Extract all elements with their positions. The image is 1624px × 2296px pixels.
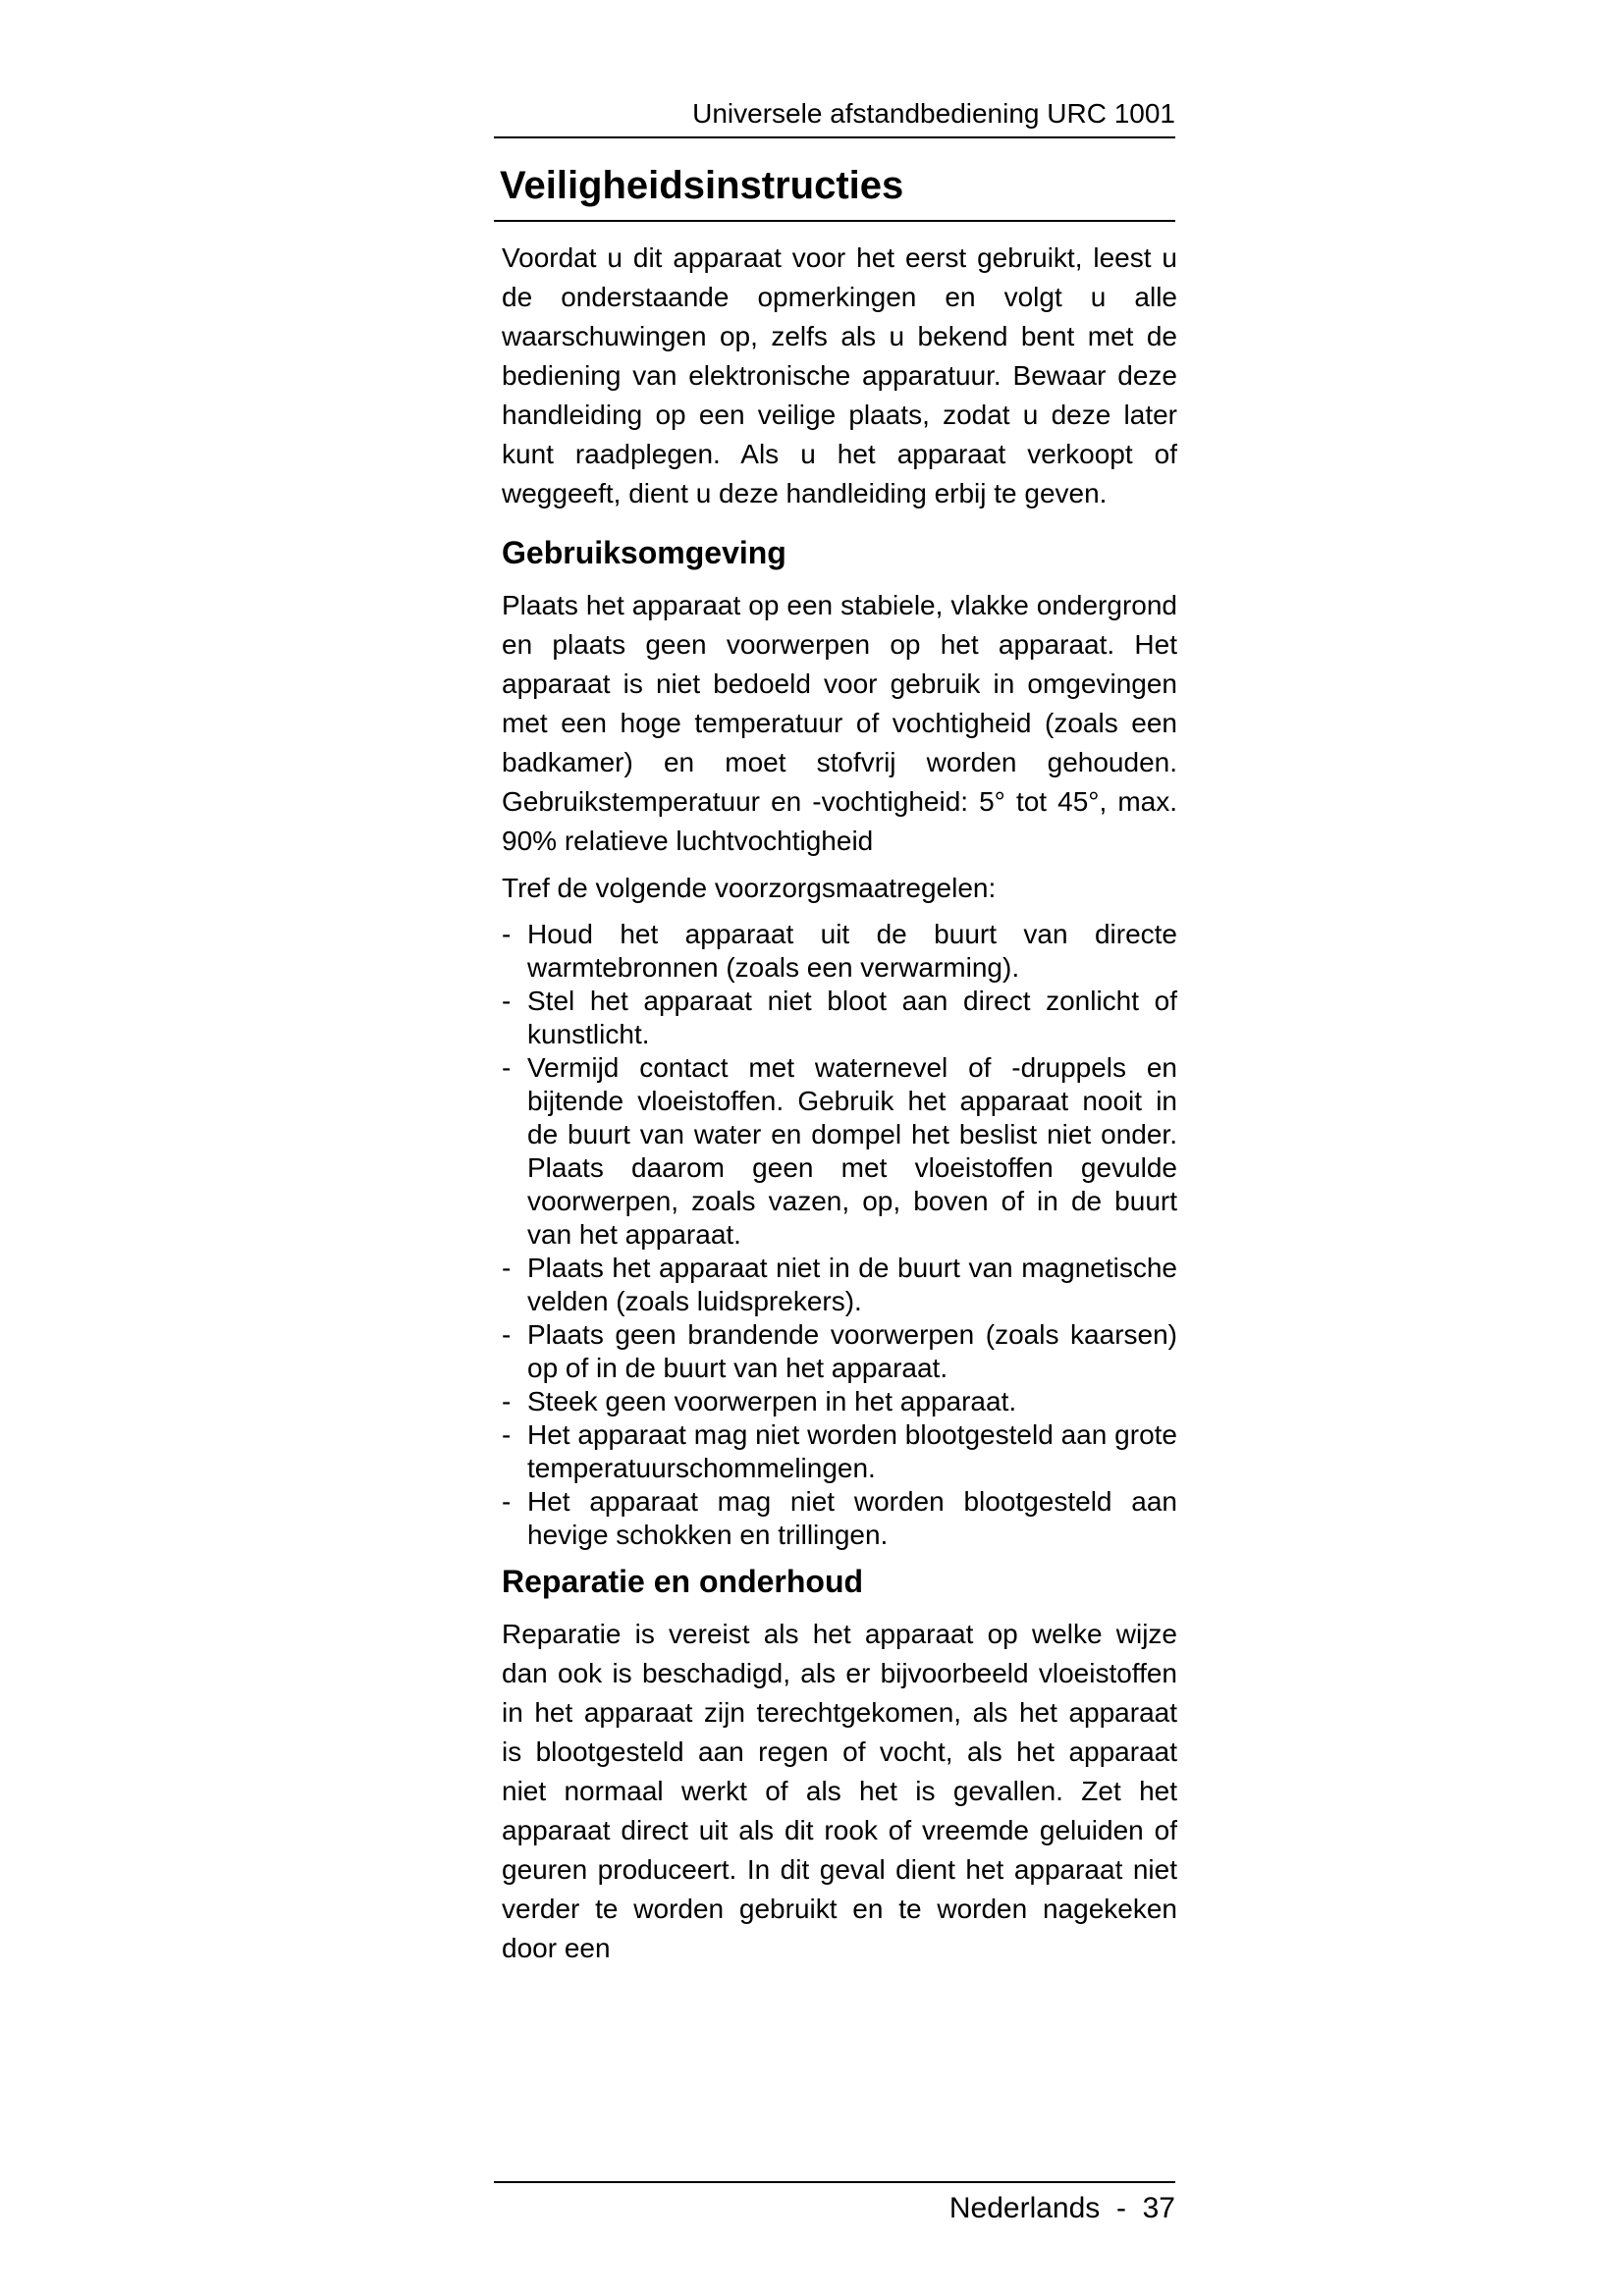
list-bullet: -	[502, 919, 512, 949]
list-item	[502, 1318, 1177, 1385]
environment-paragraph: Plaats het apparaat op een stabiele, vlakke ondergrond en plaats geen voorwerpen op het apparaat. Het apparaat is niet bedoeld voor gebruik in omgevingen met een hoge temperatuur of vochtigheid (zoals een badkamer) en moet stofvrij worden gehouden. Gebruikstemperatuur en -vochtigheid: 5° tot 45°, max. 90% relatieve luchtvochtigheid	[502, 590, 1177, 856]
list-item-text: Stel het apparaat niet bloot aan direct zonlicht of kunstlicht.	[527, 986, 1177, 1049]
list-bullet: -	[502, 1253, 512, 1283]
list-item	[502, 1051, 1177, 1252]
intro-paragraph: Voordat u dit apparaat voor het eerst gebruikt, leest u de onderstaande opmerkingen en volgt u alle waarschuwingen op, zelfs als u bekend bent met de bediening van elektronische apparatuur. Bewaar deze handleiding op een veilige plaats, zodat u deze later kunt raadplegen. Als u het apparaat verkoopt of weggeeft, dient u deze handleiding erbij te geven.	[502, 242, 1177, 508]
manual-page	[494, 0, 1175, 2296]
list-item-text: Houd het apparaat uit de buurt van directe warmtebronnen (zoals een verwarming).	[527, 919, 1177, 983]
title-divider	[494, 220, 1175, 222]
page-title: Veiligheidsinstructies	[500, 164, 904, 207]
list-bullet: -	[502, 1419, 512, 1450]
list-item	[502, 1385, 1177, 1418]
list-item-text: Het apparaat mag niet worden blootgesteld aan hevige schokken en trillingen.	[527, 1486, 1177, 1550]
list-bullet: -	[502, 1319, 512, 1350]
list-item	[502, 1418, 1177, 1485]
list-item	[502, 1252, 1177, 1318]
running-header: Universele afstandbediening URC 1001	[494, 96, 1175, 138]
footer-divider	[494, 2181, 1175, 2183]
list-bullet: -	[502, 1486, 512, 1517]
precautions-lead: Tref de volgende voorzorgsmaatregelen:	[502, 873, 997, 903]
list-item-text: Plaats het apparaat niet in de buurt van magnetische velden (zoals luidsprekers).	[527, 1253, 1177, 1316]
list-bullet: -	[502, 986, 512, 1016]
environment-heading: Gebruiksomgeving	[502, 535, 786, 570]
main-content	[502, 239, 1177, 1968]
list-item-text: Steek geen voorwerpen in het apparaat.	[527, 1386, 1017, 1416]
list-item	[502, 918, 1177, 985]
page-footer: Nederlands - 37	[948, 2192, 1175, 2224]
list-item-text: Vermijd contact met waternevel of -druppels en bijtende vloeistoffen. Gebruik het apparaat nooit in de buurt van water en dompel het beslist niet onder. Plaats daarom geen met vloeistoffen gevulde voorwerpen, zoals vazen, op, boven of in de buurt van het apparaat.	[527, 1052, 1177, 1250]
list-item-text: Het apparaat mag niet worden blootgesteld aan grote temperatuurschommelingen.	[527, 1419, 1177, 1483]
precautions-list	[502, 918, 1177, 1552]
repair-heading: Reparatie en onderhoud	[502, 1564, 864, 1599]
repair-paragraph: Reparatie is vereist als het apparaat op welke wijze dan ook is beschadigd, als er bijvoorbeeld vloeistoffen in het apparaat zijn terechtgekomen, als het apparaat is blootgesteld aan regen of vocht, als het apparaat niet normaal werkt of als het is gevallen. Zet het apparaat direct uit als dit rook of vreemde geluiden of geuren produceert. In dit geval dient het apparaat niet verder te worden gebruikt en te worden nagekeken door een	[502, 1619, 1177, 1963]
list-item	[502, 985, 1177, 1051]
list-item-text: Plaats geen brandende voorwerpen (zoals kaarsen) op of in de buurt van het apparaat.	[527, 1319, 1177, 1383]
list-item	[502, 1485, 1177, 1552]
list-bullet: -	[502, 1386, 512, 1416]
list-bullet: -	[502, 1052, 512, 1083]
